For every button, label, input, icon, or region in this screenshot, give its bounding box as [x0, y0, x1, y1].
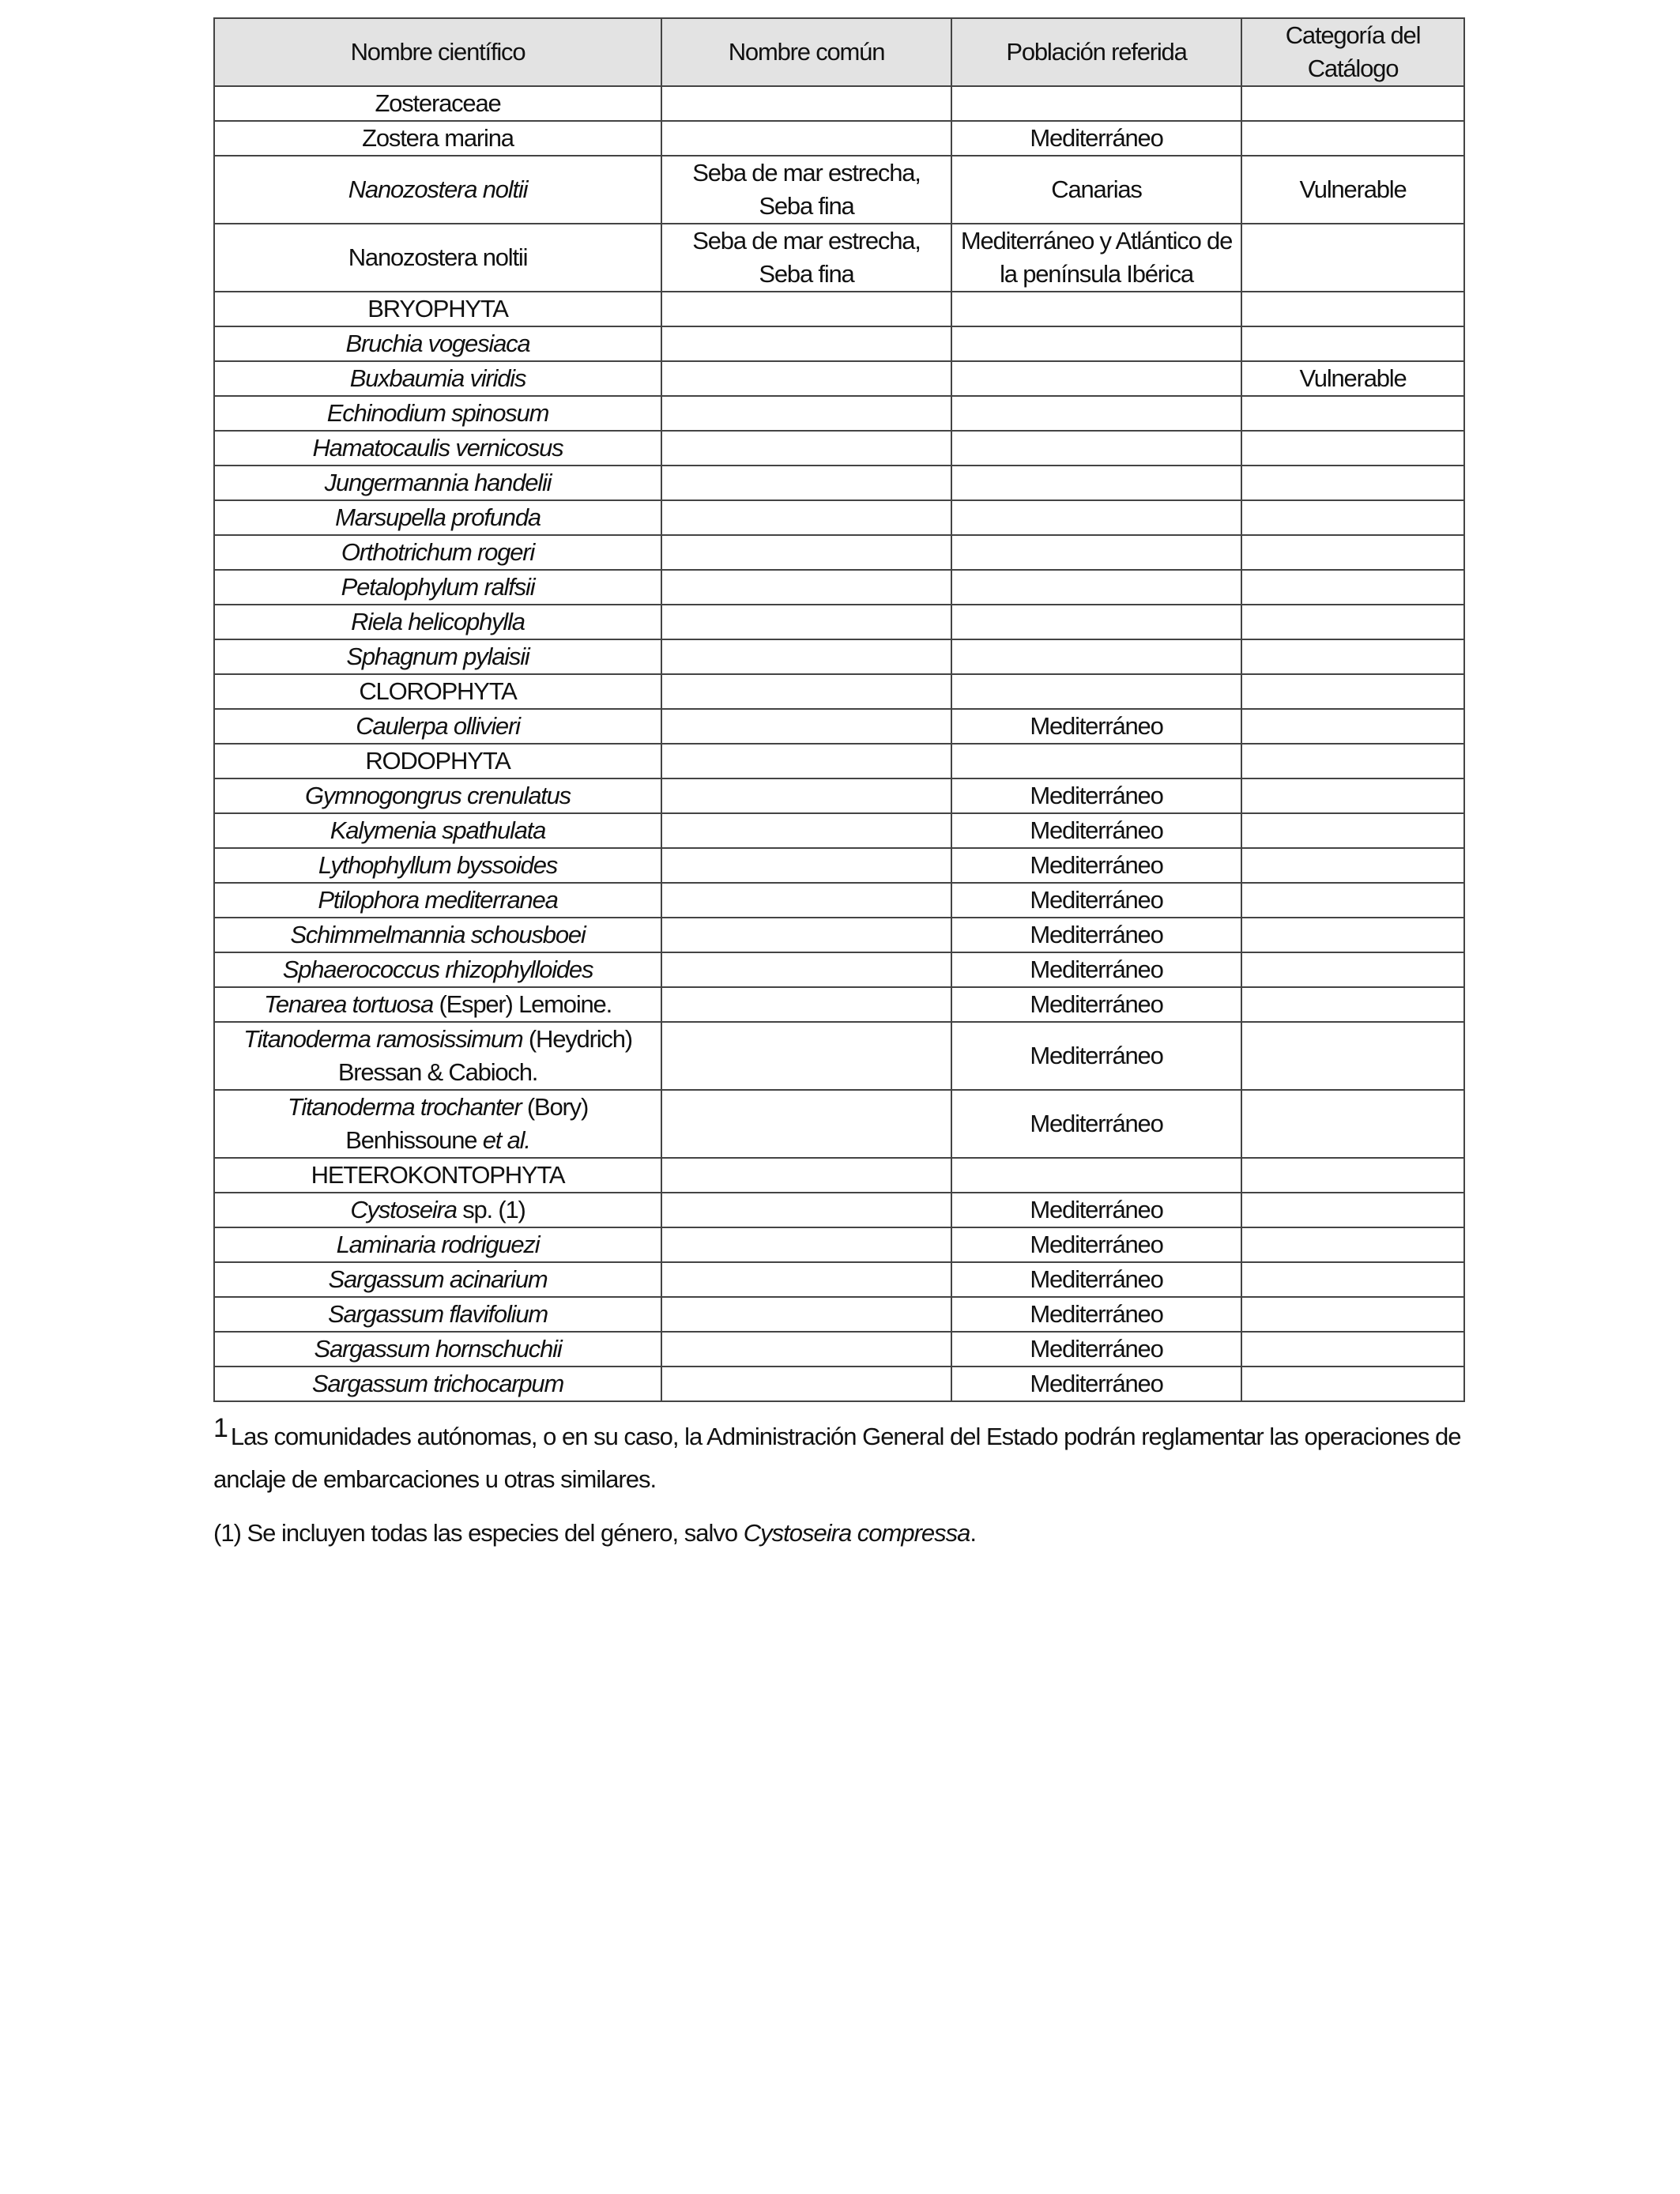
- table-header: [214, 18, 1464, 86]
- table-row: [214, 1158, 1464, 1193]
- catalog-category-cell: [1241, 1332, 1464, 1367]
- common-name-cell: Seba de mar estrecha, Seba fina: [661, 156, 951, 224]
- common-name-cell: [661, 1227, 951, 1262]
- population-cell: Mediterráneo: [951, 1193, 1241, 1227]
- common-name-cell: [661, 86, 951, 121]
- table-row: [214, 987, 1464, 1022]
- table-row: [214, 86, 1464, 121]
- common-name-cell: [661, 1193, 951, 1227]
- population-cell: [951, 361, 1241, 396]
- common-name-cell: [661, 1090, 951, 1158]
- common-name-cell: [661, 1332, 951, 1367]
- scientific-name-cell: Riela helicophylla: [214, 605, 661, 639]
- common-name-cell: [661, 570, 951, 605]
- population-cell: [951, 466, 1241, 500]
- scientific-name-cell: Sargassum acinarium: [214, 1262, 661, 1297]
- population-cell: Mediterráneo: [951, 987, 1241, 1022]
- population-cell: [951, 86, 1241, 121]
- common-name-cell: [661, 605, 951, 639]
- common-name-cell: [661, 709, 951, 744]
- table-row: [214, 1367, 1464, 1401]
- common-name-cell: [661, 1367, 951, 1401]
- catalog-category-cell: [1241, 918, 1464, 952]
- catalog-category-cell: [1241, 952, 1464, 987]
- population-cell: [951, 674, 1241, 709]
- common-name-cell: [661, 466, 951, 500]
- catalog-category-cell: [1241, 396, 1464, 431]
- header-catalog-category: Categoría del Catálogo: [1241, 18, 1464, 86]
- table-row: [214, 952, 1464, 987]
- common-name-cell: [661, 500, 951, 535]
- common-name-cell: [661, 326, 951, 361]
- population-cell: Mediterráneo: [951, 918, 1241, 952]
- scientific-name-cell: [214, 1193, 661, 1227]
- catalog-category-cell: [1241, 121, 1464, 156]
- scientific-name-cell: Orthotrichum rogeri: [214, 535, 661, 570]
- footnote-2-prefix: (1) Se incluyen todas las especies del género, salvo: [213, 1519, 744, 1547]
- scientific-name-cell: Marsupella profunda: [214, 500, 661, 535]
- table-row: [214, 744, 1464, 778]
- catalog-category-cell: [1241, 883, 1464, 918]
- table-row: [214, 605, 1464, 639]
- catalog-category-cell: [1241, 570, 1464, 605]
- catalog-category-cell: [1241, 778, 1464, 813]
- scientific-name-cell: BRYOPHYTA: [214, 292, 661, 326]
- population-cell: [951, 570, 1241, 605]
- scientific-name-cell: HETEROKONTOPHYTA: [214, 1158, 661, 1193]
- catalog-category-cell: [1241, 744, 1464, 778]
- common-name-cell: [661, 744, 951, 778]
- catalog-category-cell: [1241, 1090, 1464, 1158]
- common-name-cell: [661, 813, 951, 848]
- common-name-cell: [661, 883, 951, 918]
- table-row: [214, 396, 1464, 431]
- population-cell: [951, 500, 1241, 535]
- population-cell: Mediterráneo y Atlántico de la península Ibérica: [951, 224, 1241, 292]
- header-row: [214, 18, 1464, 86]
- catalog-category-cell: Vulnerable: [1241, 361, 1464, 396]
- common-name-cell: [661, 292, 951, 326]
- scientific-name-cell: Bruchia vogesiaca: [214, 326, 661, 361]
- common-name-cell: [661, 848, 951, 883]
- population-cell: [951, 605, 1241, 639]
- catalog-category-cell: [1241, 1227, 1464, 1262]
- footnote-1-text: Las comunidades autónomas, o en su caso, la Administración General del Estado podrán reglamentar las operaciones de anclaje de embarcaciones u otras similares.: [213, 1423, 1461, 1493]
- population-cell: Mediterráneo: [951, 813, 1241, 848]
- population-cell: Mediterráneo: [951, 1332, 1241, 1367]
- scientific-name-cell: Lythophyllum byssoides: [214, 848, 661, 883]
- catalog-category-cell: [1241, 1158, 1464, 1193]
- header-common-name: Nombre común: [661, 18, 951, 86]
- common-name-cell: [661, 952, 951, 987]
- common-name-cell: [661, 361, 951, 396]
- table-body: [214, 86, 1464, 1401]
- table-row: [214, 709, 1464, 744]
- population-cell: [951, 1158, 1241, 1193]
- table-row: [214, 326, 1464, 361]
- scientific-name-cell: Caulerpa ollivieri: [214, 709, 661, 744]
- scientific-name-cell: Sargassum flavifolium: [214, 1297, 661, 1332]
- scientific-name-cell: Echinodium spinosum: [214, 396, 661, 431]
- footnote-2-suffix: .: [970, 1519, 977, 1547]
- population-cell: Mediterráneo: [951, 1297, 1241, 1332]
- population-cell: Mediterráneo: [951, 848, 1241, 883]
- table-row: [214, 431, 1464, 466]
- catalog-category-cell: [1241, 987, 1464, 1022]
- table-row: [214, 1227, 1464, 1262]
- common-name-cell: [661, 1022, 951, 1090]
- catalog-category-cell: [1241, 1367, 1464, 1401]
- common-name-cell: [661, 674, 951, 709]
- table-row: [214, 918, 1464, 952]
- table-row: [214, 778, 1464, 813]
- header-scientific-name: Nombre científico: [214, 18, 661, 86]
- scientific-name-part: (Esper) Lemoine.: [433, 990, 612, 1018]
- catalog-category-cell: [1241, 605, 1464, 639]
- catalog-category-cell: [1241, 1022, 1464, 1090]
- population-cell: Mediterráneo: [951, 1227, 1241, 1262]
- scientific-name-cell: Nanozostera noltii: [214, 156, 661, 224]
- population-cell: [951, 326, 1241, 361]
- scientific-name-part: et al.: [482, 1126, 530, 1154]
- common-name-cell: [661, 121, 951, 156]
- catalog-category-cell: [1241, 326, 1464, 361]
- common-name-cell: [661, 1262, 951, 1297]
- common-name-cell: [661, 396, 951, 431]
- scientific-name-cell: [214, 987, 661, 1022]
- catalog-category-cell: [1241, 674, 1464, 709]
- common-name-cell: [661, 987, 951, 1022]
- catalog-category-cell: [1241, 431, 1464, 466]
- table-row: [214, 156, 1464, 224]
- catalog-category-cell: Vulnerable: [1241, 156, 1464, 224]
- scientific-name-cell: CLOROPHYTA: [214, 674, 661, 709]
- scientific-name-cell: Zostera marina: [214, 121, 661, 156]
- table-row: [214, 848, 1464, 883]
- scientific-name-part: sp. (1): [456, 1196, 525, 1223]
- scientific-name-cell: [214, 1022, 661, 1090]
- common-name-cell: [661, 918, 951, 952]
- scientific-name-part: (Heydrich) Bressan & Cabioch.: [337, 1025, 632, 1086]
- table-row: [214, 674, 1464, 709]
- catalog-category-cell: [1241, 1193, 1464, 1227]
- table-row: [214, 883, 1464, 918]
- table-row: [214, 639, 1464, 674]
- population-cell: Mediterráneo: [951, 1022, 1241, 1090]
- footnote-2-species: Cystoseira compressa: [743, 1519, 970, 1547]
- population-cell: Mediterráneo: [951, 121, 1241, 156]
- table-row: [214, 1262, 1464, 1297]
- scientific-name-cell: Nanozostera noltii: [214, 224, 661, 292]
- scientific-name-cell: Schimmelmannia schousboei: [214, 918, 661, 952]
- scientific-name-cell: Jungermannia handelii: [214, 466, 661, 500]
- scientific-name-cell: Ptilophora mediterranea: [214, 883, 661, 918]
- scientific-name-part: Cystoseira: [350, 1196, 457, 1223]
- header-population: Población referida: [951, 18, 1241, 86]
- table-row: [214, 1090, 1464, 1158]
- common-name-cell: [661, 778, 951, 813]
- population-cell: Canarias: [951, 156, 1241, 224]
- scientific-name-cell: [214, 1090, 661, 1158]
- scientific-name-cell: Sargassum hornschuchii: [214, 1332, 661, 1367]
- scientific-name-cell: Sphagnum pylaisii: [214, 639, 661, 674]
- common-name-cell: [661, 1297, 951, 1332]
- common-name-cell: [661, 639, 951, 674]
- scientific-name-cell: Laminaria rodriguezi: [214, 1227, 661, 1262]
- population-cell: Mediterráneo: [951, 883, 1241, 918]
- footnote-marker: 1: [213, 1413, 228, 1443]
- population-cell: [951, 639, 1241, 674]
- population-cell: Mediterráneo: [951, 709, 1241, 744]
- scientific-name-cell: Buxbaumia viridis: [214, 361, 661, 396]
- catalog-category-cell: [1241, 1297, 1464, 1332]
- scientific-name-part: Titanoderma ramosissimum: [243, 1025, 523, 1053]
- population-cell: Mediterráneo: [951, 1367, 1241, 1401]
- table-row: [214, 570, 1464, 605]
- scientific-name-part: Titanoderma trochanter: [287, 1093, 522, 1121]
- footnote-2: [213, 1512, 1478, 1555]
- catalog-category-cell: [1241, 535, 1464, 570]
- scientific-name-cell: Petalophylum ralfsii: [214, 570, 661, 605]
- table-row: [214, 1332, 1464, 1367]
- species-catalog-table: [213, 17, 1465, 1402]
- catalog-category-cell: [1241, 466, 1464, 500]
- population-cell: [951, 535, 1241, 570]
- catalog-category-cell: [1241, 848, 1464, 883]
- scientific-name-cell: RODOPHYTA: [214, 744, 661, 778]
- scientific-name-cell: Kalymenia spathulata: [214, 813, 661, 848]
- catalog-category-cell: [1241, 1262, 1464, 1297]
- scientific-name-part: (Bory) Benhissoune: [345, 1093, 589, 1154]
- catalog-category-cell: [1241, 813, 1464, 848]
- scientific-name-cell: Zosteraceae: [214, 86, 661, 121]
- scientific-name-cell: Sargassum trichocarpum: [214, 1367, 661, 1401]
- catalog-category-cell: [1241, 500, 1464, 535]
- footnote-1: [213, 1407, 1478, 1501]
- catalog-category-cell: [1241, 639, 1464, 674]
- population-cell: [951, 431, 1241, 466]
- footnotes: [213, 1407, 1478, 1555]
- common-name-cell: [661, 1158, 951, 1193]
- catalog-category-cell: [1241, 709, 1464, 744]
- scientific-name-part: Tenarea tortuosa: [263, 990, 434, 1018]
- table-row: [214, 535, 1464, 570]
- catalog-category-cell: [1241, 86, 1464, 121]
- table-row: [214, 1022, 1464, 1090]
- table-row: [214, 1193, 1464, 1227]
- population-cell: [951, 396, 1241, 431]
- common-name-cell: [661, 535, 951, 570]
- scientific-name-cell: Sphaerococcus rhizophylloides: [214, 952, 661, 987]
- common-name-cell: [661, 431, 951, 466]
- table-row: [214, 121, 1464, 156]
- table-row: [214, 1297, 1464, 1332]
- population-cell: [951, 292, 1241, 326]
- population-cell: [951, 744, 1241, 778]
- table-row: [214, 813, 1464, 848]
- population-cell: Mediterráneo: [951, 778, 1241, 813]
- scientific-name-cell: Gymnogongrus crenulatus: [214, 778, 661, 813]
- population-cell: Mediterráneo: [951, 1262, 1241, 1297]
- table-row: [214, 292, 1464, 326]
- population-cell: Mediterráneo: [951, 952, 1241, 987]
- population-cell: Mediterráneo: [951, 1090, 1241, 1158]
- table-row: [214, 500, 1464, 535]
- table-row: [214, 361, 1464, 396]
- catalog-category-cell: [1241, 292, 1464, 326]
- table-row: [214, 466, 1464, 500]
- scientific-name-cell: Hamatocaulis vernicosus: [214, 431, 661, 466]
- table-row: [214, 224, 1464, 292]
- catalog-category-cell: [1241, 224, 1464, 292]
- common-name-cell: Seba de mar estrecha, Seba fina: [661, 224, 951, 292]
